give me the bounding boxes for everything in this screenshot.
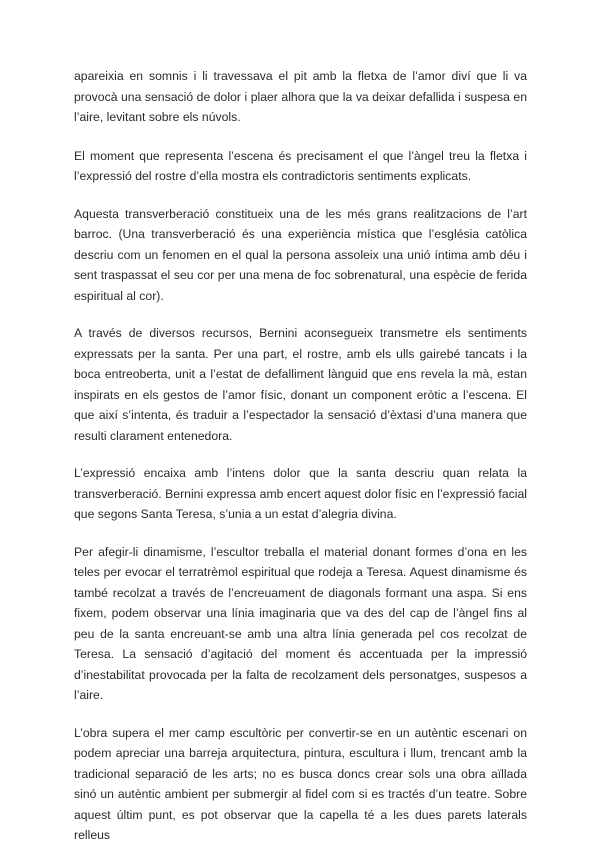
paragraph-1: apareixia en somnis i li travessava el pit amb la fletxa de l’amor diví que li va provocà una sensació de dolor i plaer alhora que la va deixar defallida i suspesa en l’aire, levitant sobre els núvols. [74, 69, 527, 124]
document-page [74, 66, 527, 863]
paragraph-5: L’expressió encaixa amb l’intens dolor que la santa descriu quan relata la transverberació. Bernini expressa amb encert aquest dolor físic en l’expressió facial que segons Santa Teresa, s’unia a un estat d’alegria divina. [74, 466, 527, 521]
paragraph-4: A través de diversos recursos, Bernini aconsegueix transmetre els sentiments expressats per la santa. Per una part, el rostre, amb els ulls gairebé tancats i la boca entreoberta, unit a l’estat de defalliment lànguid que ens revela la mà, estan inspirats en els gestos de l’amor físic, donant un component eròtic a l’escena. El que així s’intenta, és traduir a l’espectador la sensació d’èxtasi d’una manera que resulti clarament entenedora. [74, 326, 527, 443]
paragraph-6: Per afegir-li dinamisme, l’escultor treballa el material donant formes d’ona en les teles per evocar el terratrèmol espiritual que rodeja a Teresa. Aquest dinamisme és també recolzat a través de l’encreuament de diagonals formant una aspa. Si ens fixem, podem observar una línia imaginaria que va des del cap de l’àngel fins al peu de la santa encreuant-se amb una altra línia generada pel cos recolzat de Teresa. La sensació d’agitació del moment és accentuada per la impressió d’inestabilitat provocada per la falta de recolzament dels personatges, suspesos a l’aire. [74, 544, 527, 702]
paragraph-3: Aquesta transverberació constitueix una de les més grans realitzacions de l’art barroc. (Una transverberació és una experiència mística que l’església catòlica descriu com un fenomen en el qual la persona assoleix una unió íntima amb déu i sent traspassat el seu cor per una mena de foc sobrenatural, una espècie de ferida espiritual al cor). [74, 206, 527, 303]
paragraph-7: L’obra supera el mer camp escultòric per convertir-se en un autèntic escenari on podem apreciar una barreja arquitectura, pintura, escultura i llum, trencant amb la tradicional separació de les arts; no es busca doncs crear sols una obra aïllada sinó un autèntic ambient per submergir al fidel com si es tractés d’un teatre. Sobre aquest últim punt, es pot observar que la capella té a les dues parets laterals relleus [74, 725, 527, 842]
paragraph-2: El moment que representa l’escena és precisament el que l’àngel treu la fletxa i l’expressió del rostre d’ella mostra els contradictoris sentiments explicats. [74, 148, 527, 183]
